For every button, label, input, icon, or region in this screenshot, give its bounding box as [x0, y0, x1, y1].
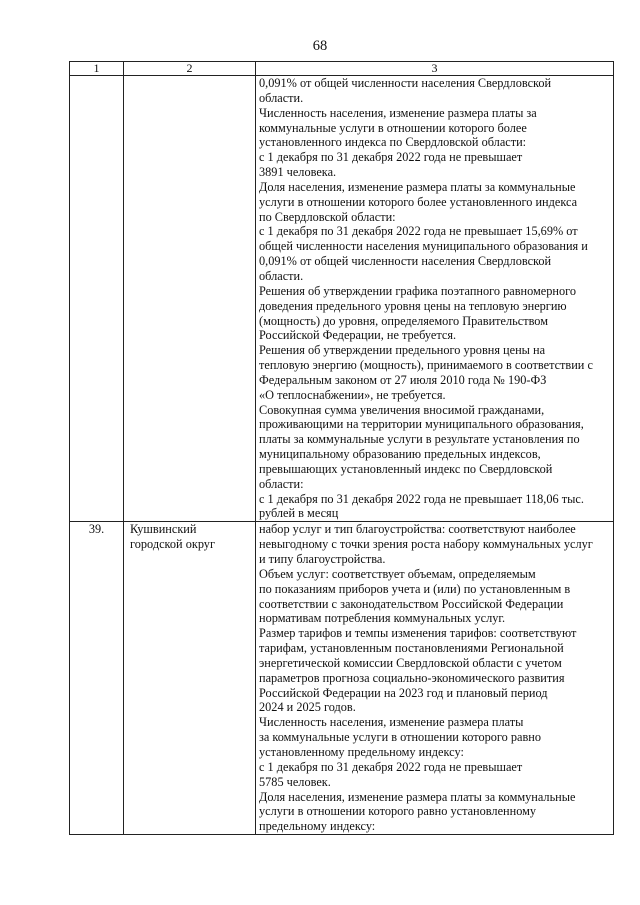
text-line: Российской Федерации на 2023 год и плановый период	[259, 685, 548, 700]
text-line: рублей в месяц	[259, 506, 339, 521]
municipality-name	[124, 76, 256, 522]
header-col-2: 2	[124, 62, 256, 76]
text-line: услуги в отношении которого равно установленному	[259, 804, 537, 819]
text-line: Решения об утверждении графика поэтапного равномерного	[259, 283, 576, 298]
text-line: энергетической комиссии Свердловской области с учетом	[259, 655, 562, 670]
table-row-continued	[70, 76, 614, 522]
text-line: с 1 декабря по 31 декабря 2022 года не превышает 118,06 тыс.	[259, 491, 584, 506]
text-line: Численность населения, изменение размера платы	[259, 715, 524, 730]
text-line: 5785 человек.	[259, 774, 331, 789]
table-header-row	[70, 62, 614, 76]
text-line: 0,091% от общей численности населения Свердловской	[259, 76, 552, 90]
text-line: предельному индексу:	[259, 819, 376, 834]
text-line: параметров прогноза социально-экономического развития	[259, 670, 565, 685]
text-line: общей численности населения муниципального образования и	[259, 239, 588, 254]
text-line: доведения предельного уровня цены на тепловую энергию	[259, 298, 567, 313]
row-description	[256, 522, 614, 835]
text-line: Решения об утверждении предельного уровня цены на	[259, 343, 546, 358]
text-line: соответствии с законодательством Российской Федерации	[259, 596, 564, 611]
text-line: невыгодному с точки зрения роста набору коммунальных услуг	[259, 537, 593, 552]
text-line: по показаниям приборов учета и (или) по установленным в	[259, 581, 571, 596]
text-line: коммунальные услуги в отношении которого более	[259, 120, 527, 135]
text-line: за коммунальные услуги в отношении которого равно	[259, 730, 542, 745]
text-line: по Свердловской области:	[259, 209, 396, 224]
text-line: с 1 декабря по 31 декабря 2022 года не превышает 15,69% от	[259, 224, 578, 239]
text-line: проживающими на территории муниципального образования,	[259, 417, 584, 432]
text-line: 0,091% от общей численности населения Свердловской	[259, 254, 552, 269]
row-number: 39.	[70, 522, 124, 835]
text-line: Доля населения, изменение размера платы за коммунальные	[259, 179, 576, 194]
text-line: и типу благоустройства.	[259, 552, 386, 566]
text-line: тарифам, установленным постановлениями Региональной	[259, 641, 564, 656]
text-line: нормативам потребления коммунальных услуг.	[259, 611, 506, 626]
document-table	[69, 61, 614, 835]
text-line: с 1 декабря по 31 декабря 2022 года не превышает	[259, 759, 523, 774]
text-line: платы за коммунальные услуги в результате установления по	[259, 432, 580, 447]
text-line: Доля населения, изменение размера платы за коммунальные	[259, 789, 576, 804]
page-number: 68	[312, 38, 328, 54]
text-line: 3891 человека.	[259, 165, 337, 180]
text-line: «О теплоснабжении», не требуется.	[259, 387, 446, 402]
text-line: области.	[259, 268, 304, 283]
text-line: превышающих установленный индекс по Свердловской	[259, 461, 553, 476]
text-line: тепловую энергию (мощность), принимаемого в соответствии с	[259, 358, 593, 373]
text-line: Совокупная сумма увеличения вносимой гражданами,	[259, 402, 545, 417]
municipality-name-line: городской округ	[130, 537, 215, 552]
text-line: Размер тарифов и темпы изменения тарифов: соответствуют	[259, 626, 577, 641]
text-line: 2024 и 2025 годов.	[259, 700, 356, 715]
text-line: Численность населения, изменение размера платы за	[259, 105, 537, 120]
municipality-name	[124, 522, 256, 835]
header-col-3: 3	[256, 62, 614, 76]
text-line: Объем услуг: соответствует объемам, определяемым	[259, 566, 536, 581]
table-row-39	[70, 522, 614, 835]
text-line: муниципальному образованию предельных индексов,	[259, 447, 541, 462]
text-line: Федеральным законом от 27 июля 2010 года № 190-ФЗ	[259, 372, 547, 387]
text-line: набор услуг и тип благоустройства: соответствуют наиболее	[259, 522, 576, 537]
row-number	[70, 76, 124, 522]
text-line: установленному предельному индексу:	[259, 744, 464, 759]
header-col-1: 1	[70, 62, 124, 76]
text-line: с 1 декабря по 31 декабря 2022 года не превышает	[259, 150, 523, 165]
text-line: услуги в отношении которого более установленного индекса	[259, 194, 578, 209]
text-line: установленного индекса по Свердловской области:	[259, 135, 527, 150]
text-line: Российской Федерации, не требуется.	[259, 328, 457, 343]
text-line: (мощность) до уровня, определяемого Правительством	[259, 313, 548, 328]
row-description	[256, 76, 614, 522]
municipality-name-line: Кушвинский	[130, 522, 197, 537]
text-line: области.	[259, 90, 304, 105]
text-line: области:	[259, 476, 304, 491]
